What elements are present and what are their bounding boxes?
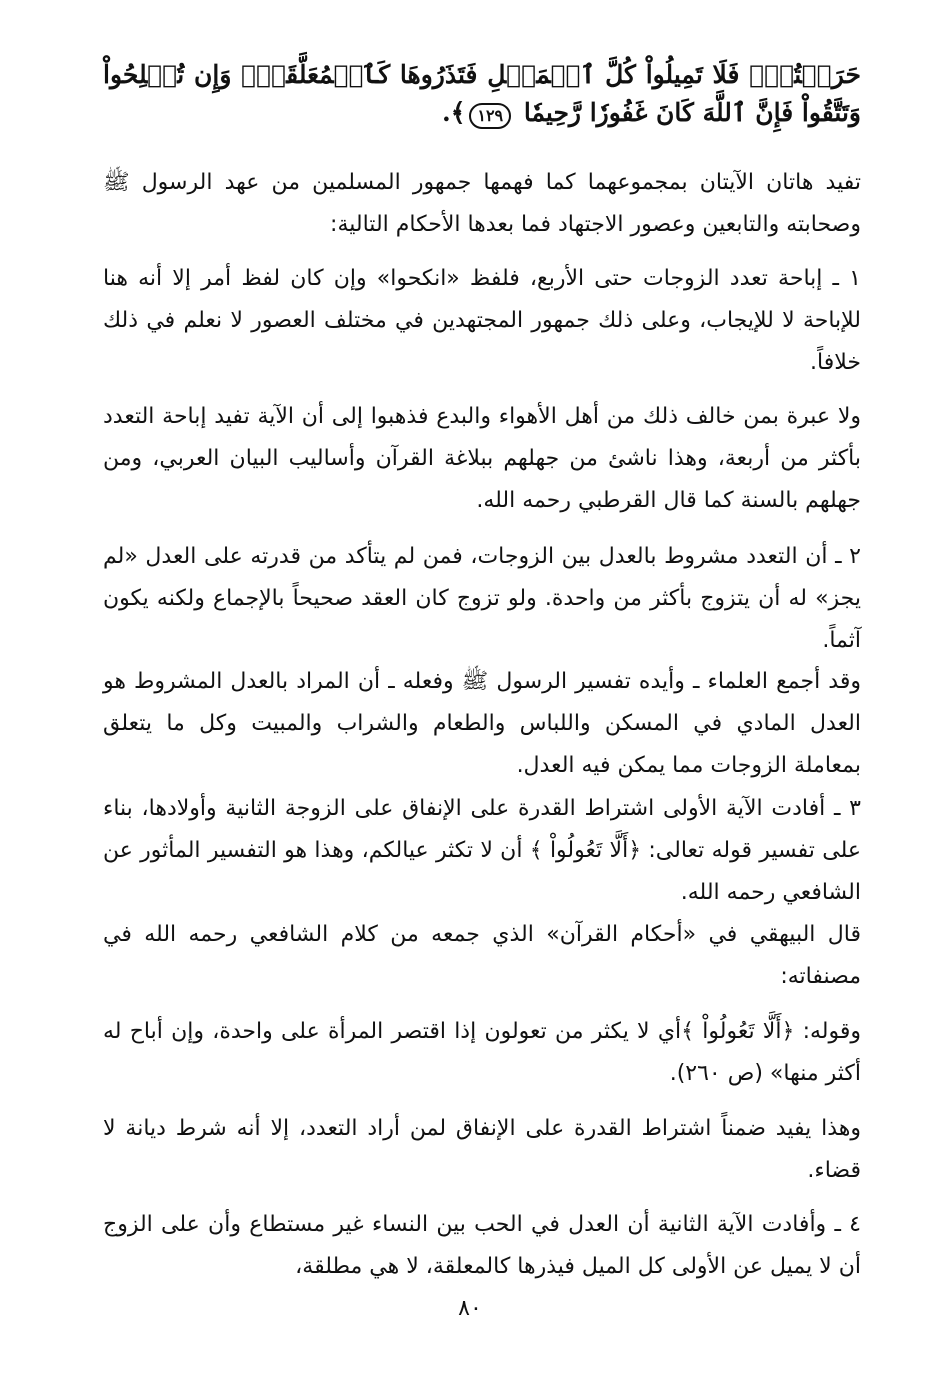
quran-verse [103,56,861,132]
paragraph-ruling-3: ٣ ـ أفادت الآية الأولى اشتراط القدرة على الإنفاق على الزوجة الثانية وأولادها، بناء على تفسير قوله تعالى: ﴿أَلَّا تَعُولُواْ ﴾ أن لا تكثر عيالكم، وهذا هو التفسير المأثور عن الشافعي رحمه الله. [103,796,861,905]
ayah-number-mark: ١٢٩ [469,103,511,129]
paragraph-ruling-1: ١ ـ إباحة تعدد الزوجات حتى الأربع، فلفظ «انكحوا» وإن كان لفظ أمر إلا أنه هنا للإباحة لا للإيجاب، وعلى ذلك جمهور المجتهدين في مختلف العصور لا نعلم في ذلك خلافاً. [103,266,861,375]
quran-closing: ﴾. [441,98,466,127]
quran-text: حَرَصۡتُمۡۖ فَلَا تَمِيلُواْ كُلَّ ٱلۡمَيۡلِ فَتَذَرُوهَا كَٱلۡمُعَلَّقَةِۚ وَإِن تُصۡلِحُواْ وَتَتَّقُواْ فَإِنَّ ٱللَّهَ كَانَ غَفُورٗا رَّحِيمٗا [103,60,861,127]
paragraph-scholars-consensus: وقد أجمع العلماء ـ وأيده تفسير الرسول ﷺ وفعله ـ أن المراد بالعدل المشروط هو العدل المادي في المسكن واللباس والطعام والشراب والمبيت وكل ما يتعلق بمعاملة الزوجات مما يمكن فيه العدل. [103,669,861,778]
paragraph-intro: تفيد هاتان الآيتان بمجموعهما كما فهمها جمهور المسلمين من عهد الرسول ﷺ وصحابته والتابعين وعصور الاجتهاد فما بعدها الأحكام التالية: [103,170,861,237]
paragraph-ruling-2: ٢ ـ أن التعدد مشروط بالعدل بين الزوجات، فمن لم يتأكد من قدرته على العدل «لم يجز» له أن يتزوج بأكثر من واحدة. ولو تزوج كان العقد صحيحاً بالإجماع ولكنه يكون آثماً. [103,544,861,653]
paragraph-implication: وهذا يفيد ضمناً اشتراط القدرة على الإنفاق لمن أراد التعدد، إلا أنه شرط ديانة لا قضاء. [103,1116,861,1183]
paragraph-ruling-4: ٤ ـ وأفادت الآية الثانية أن العدل في الحب بين النساء غير مستطاع وأن على الزوج أن لا يميل عن الأولى كل الميل فيذرها كالمعلقة، لا هي مطلقة، [103,1212,861,1279]
page-number: ٨٠ [458,1296,482,1321]
paragraph-quote: وقوله: ﴿أَلَّا تَعُولُواْ ﴾أي لا يكثر من تعولون إذا اقتصر المرأة على واحدة، وإن أباح له أكثر منها» (ص ٢٦٠). [103,1019,861,1086]
paragraph-innovators: ولا عبرة بمن خالف ذلك من أهل الأهواء والبدع فذهبوا إلى أن الآية تفيد إباحة التعدد بأكثر من أربعة، وهذا ناشئ من جهلهم ببلاغة القرآن وأساليب البيان العربي، ومن جهلهم بالسنة كما قال القرطبي رحمه الله. [103,404,861,513]
paragraph-bayhaqi: قال البيهقي في «أحكام القرآن» الذي جمعه من كلام الشافعي رحمه الله في مصنفاته: [103,922,861,989]
